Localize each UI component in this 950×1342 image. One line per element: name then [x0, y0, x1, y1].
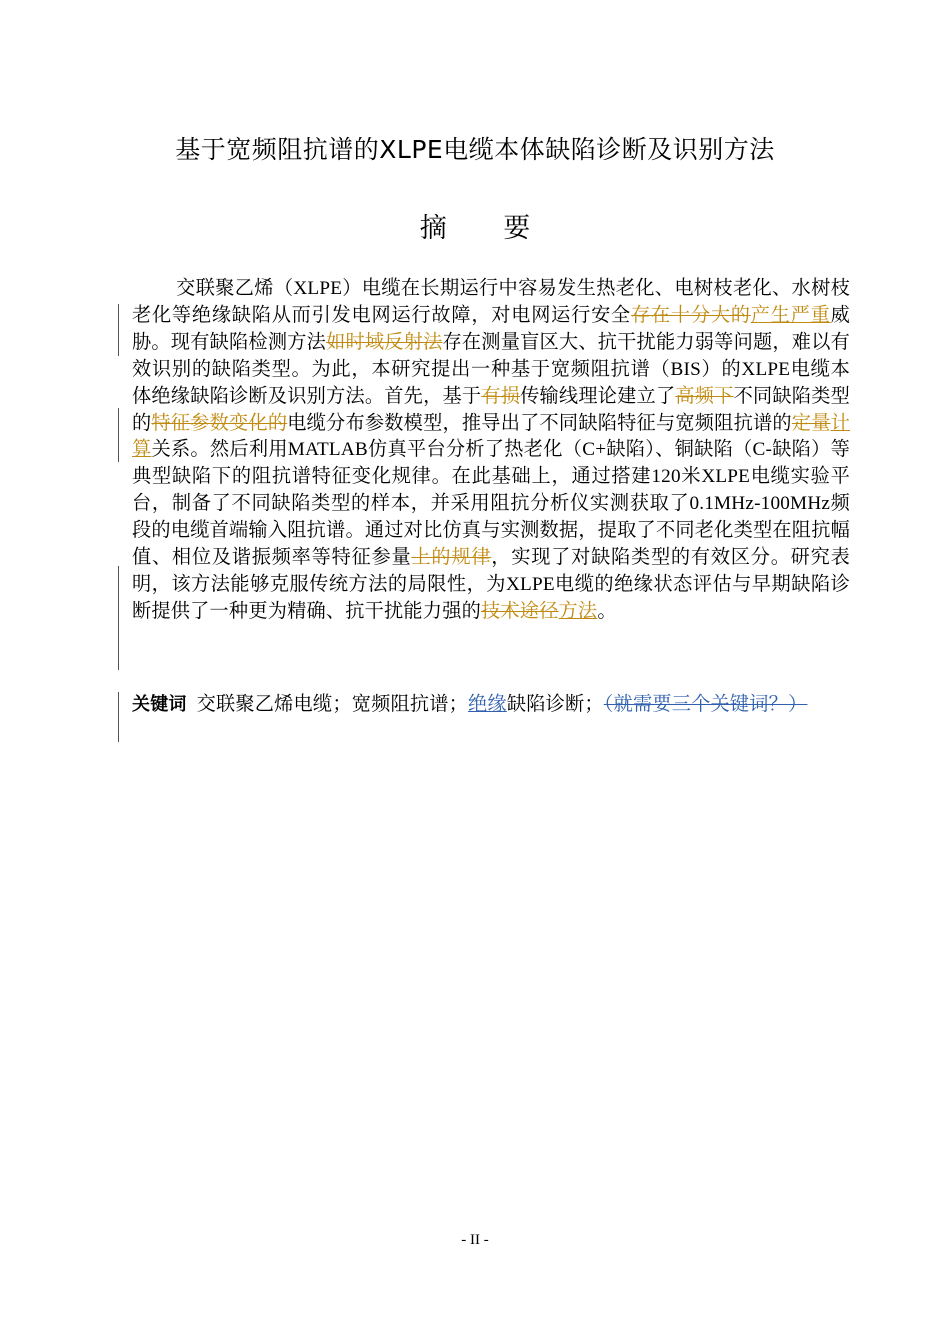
- abstract-text: 交联聚乙烯（XLPE）电缆在长期运行中容易发生热老化、电树枝老化、水树枝老化等绝缘缺陷从而引发电网运行故障，对电网运行安全: [132, 278, 850, 326]
- deleted-text: 特征参数变化的: [151, 412, 288, 434]
- deleted-text: （就需要三个关键词？）: [603, 694, 808, 715]
- keywords-text: 交联聚乙烯电缆；宽频阻抗谱；: [196, 694, 469, 715]
- abstract-text: 电缆分布参数模型，推导出了不同缺陷特征与宽频阻抗谱的: [287, 412, 792, 434]
- keywords-section: [132, 692, 850, 719]
- abstract-heading: 摘 要: [419, 213, 555, 244]
- inserted-text: 产生严重: [750, 304, 831, 326]
- abstract-text: 不同缺陷类型的: [132, 385, 850, 434]
- abstract-text: ，实现了对缺陷类型的有效区分。研究表明，该方法能够克服传统方法的局限性，为XLPE电缆的绝缘状态评估与早期缺陷诊断提供了一种更为精确、抗干扰能力强的: [132, 547, 850, 622]
- abstract-body: [132, 276, 850, 626]
- change-bar: [118, 692, 119, 742]
- deleted-text: 有损: [481, 385, 521, 407]
- page-title: 基于宽频阻抗谱的XLPE电缆本体缺陷诊断及识别方法: [175, 135, 775, 164]
- change-bar: [118, 566, 119, 670]
- keywords-label: 关键词: [132, 694, 187, 715]
- inserted-text: 计算: [132, 412, 850, 461]
- abstract-text: 传输线理论建立了: [520, 385, 676, 407]
- deleted-text: 如时域反射法: [326, 331, 443, 353]
- change-bar: [118, 304, 119, 356]
- abstract-text: 关系。然后利用MATLAB仿真平台分析了热老化（C+缺陷）、铜缺陷（C-缺陷）等典型缺陷下的阻抗谱特征变化规律。在此基础上，通过搭建120米XLPE电缆实验平台，制备了不同缺陷类型的样本，并采用阻抗分析仪实测获取了0.1MHz-100MHz频段的电缆首端输入阻抗谱。通过对比仿真与实测数据，提取了不同老化类型在阻抗幅值、相位及谐振频率等特征参量: [132, 439, 851, 569]
- abstract-text: 威胁。现有缺陷检测方法: [132, 304, 850, 353]
- deleted-text: 定量: [791, 412, 831, 434]
- page-number: - II -: [461, 1232, 489, 1248]
- inserted-text: 绝缘: [468, 694, 507, 715]
- deleted-text: 上的规律: [411, 547, 492, 569]
- keywords-text: 缺陷诊断；: [506, 694, 604, 715]
- abstract-text: 。: [597, 600, 617, 622]
- deleted-text: 存在十分大的: [631, 304, 751, 326]
- deleted-text: 技术途径: [480, 600, 559, 622]
- inserted-text: 方法: [558, 600, 598, 622]
- deleted-text: 高频下: [675, 385, 734, 407]
- abstract-text: 存在测量盲区大、抗干扰能力弱等问题，难以有效识别的缺陷类型。为此，本研究提出一种基于宽频阻抗谱（BIS）的XLPE电缆本体绝缘缺陷诊断及识别方法。首先，基于: [132, 331, 851, 407]
- change-bar: [118, 408, 119, 462]
